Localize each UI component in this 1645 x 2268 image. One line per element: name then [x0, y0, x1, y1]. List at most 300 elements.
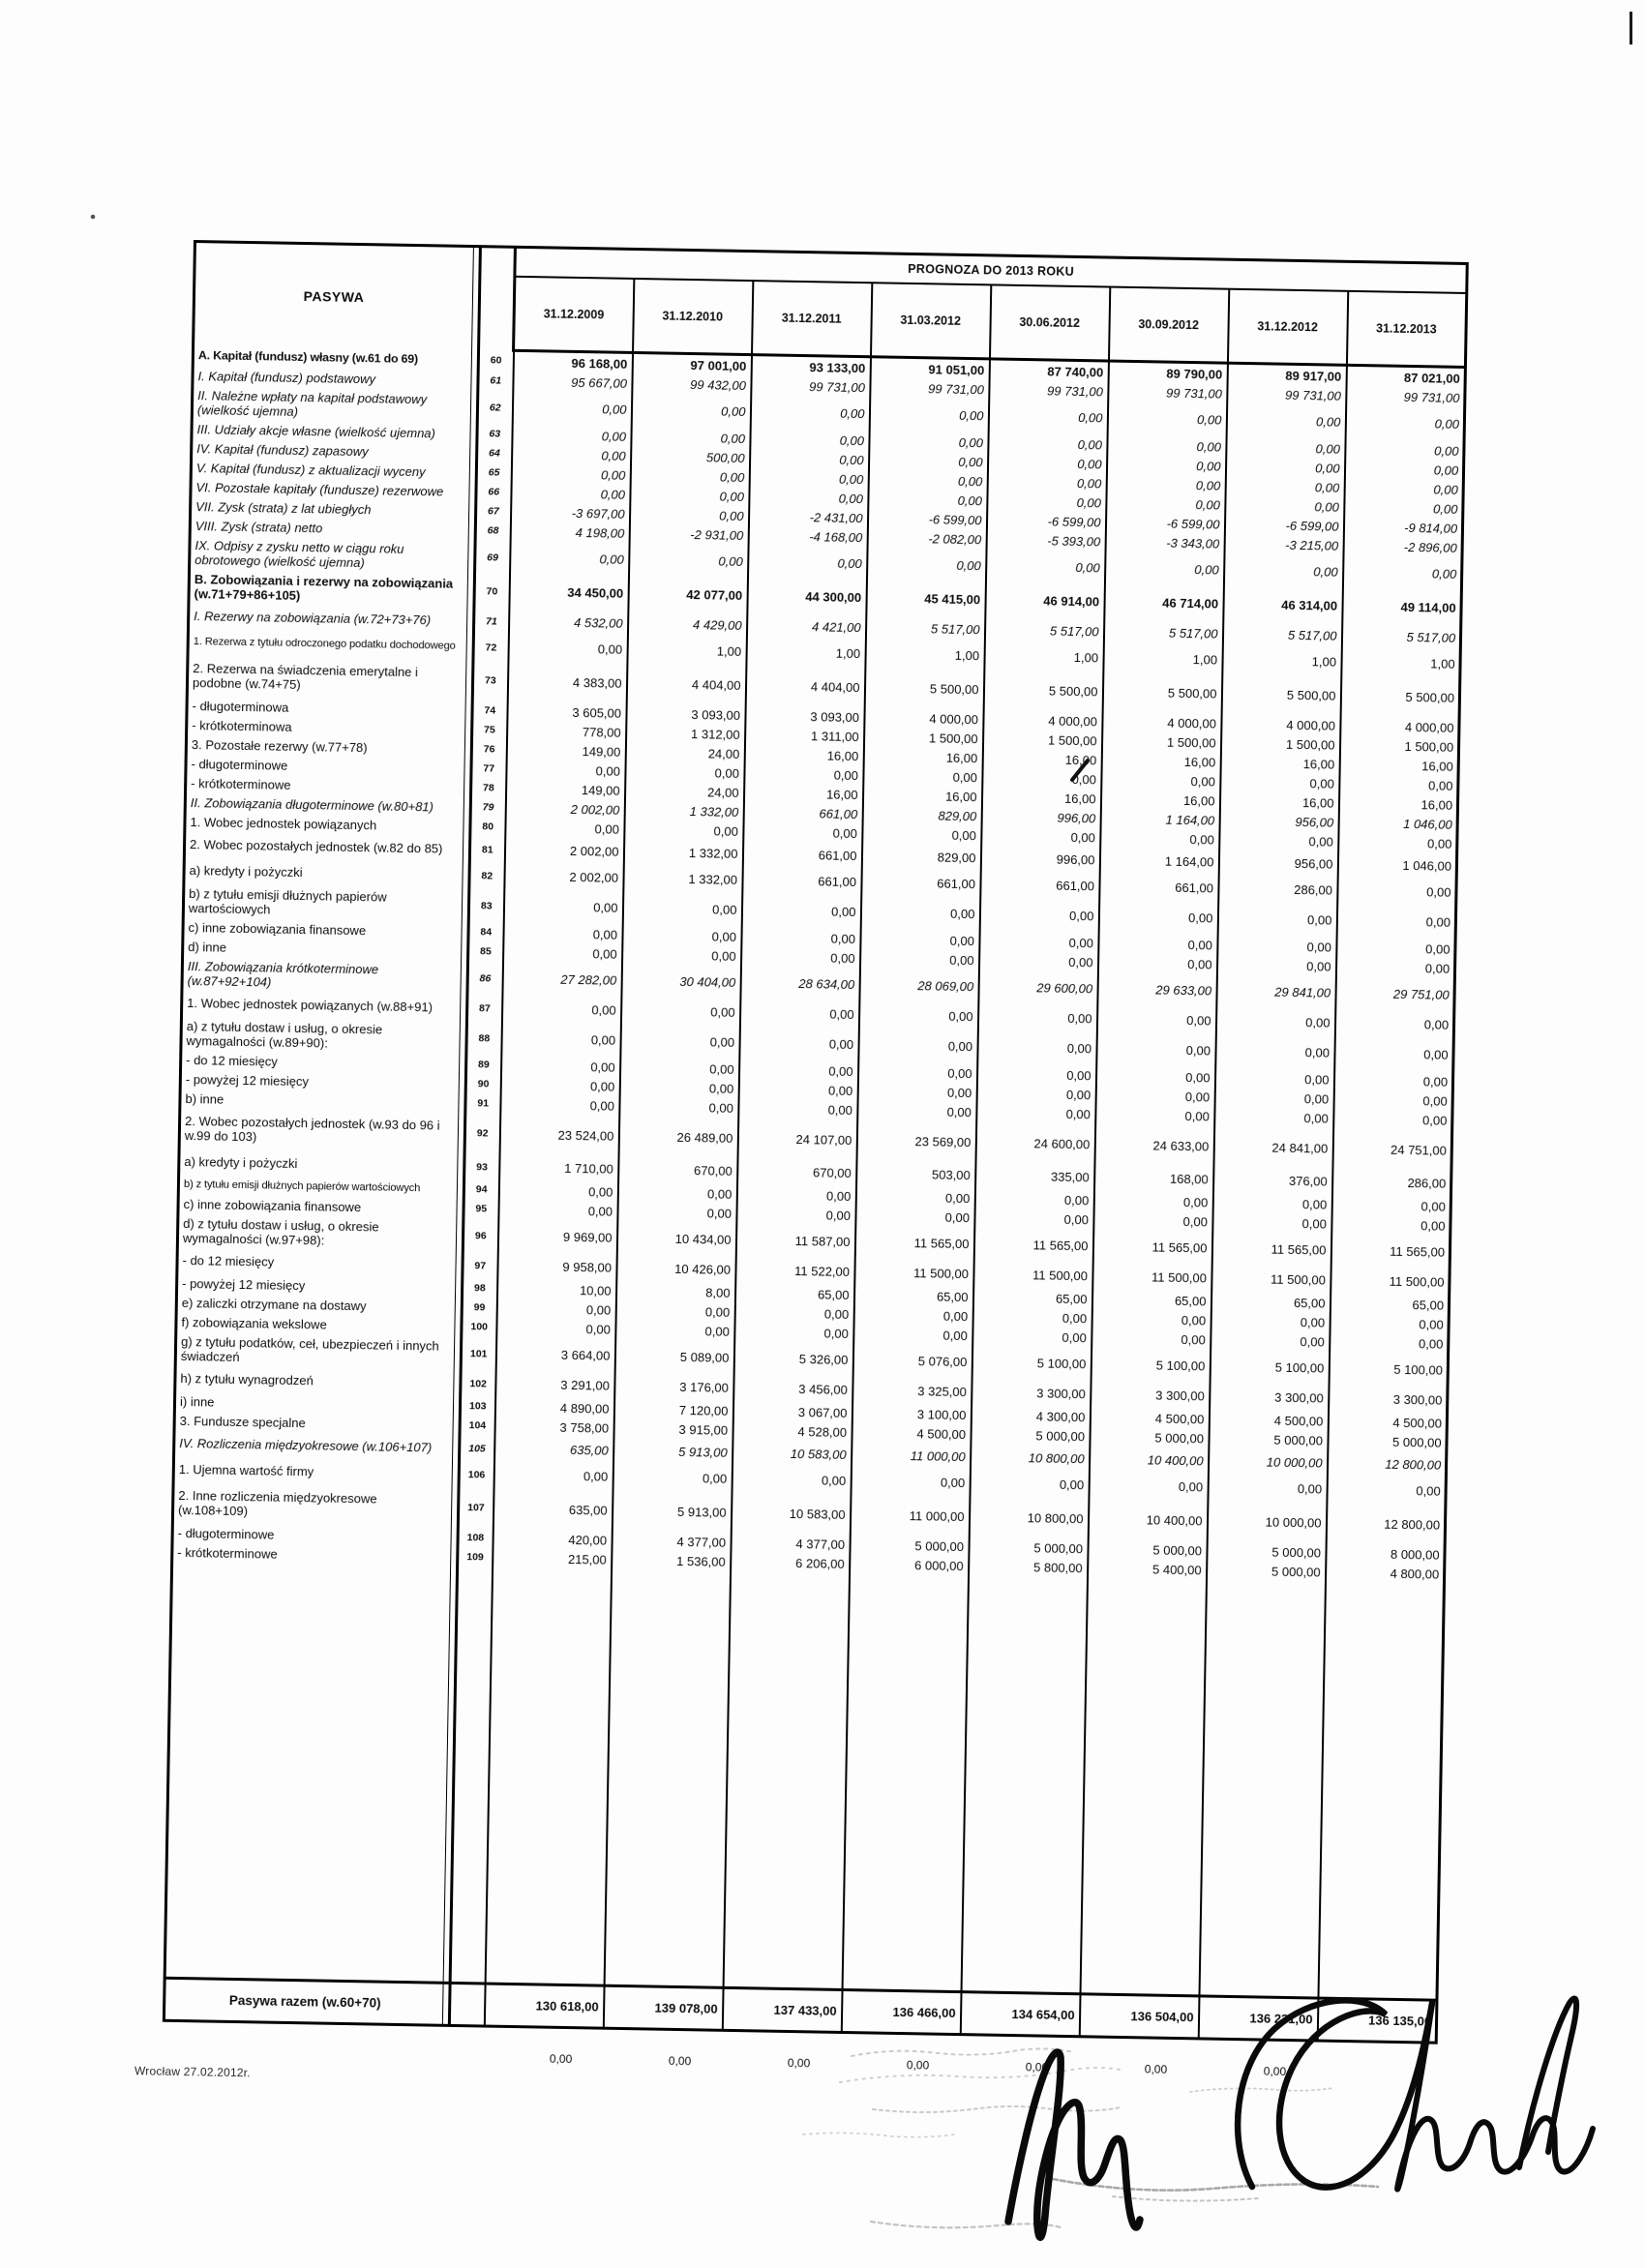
- pasywa-header: PASYWA: [194, 242, 474, 350]
- value-cell: 0,00: [625, 761, 744, 783]
- value-cell: 5 517,00: [984, 616, 1103, 644]
- row-number: 68: [475, 521, 510, 541]
- value-cell: 0,00: [511, 483, 630, 504]
- row-label: 3. Pozostałe rezerwy (w.77+78): [186, 734, 464, 759]
- value-cell: 16,00: [981, 787, 1100, 808]
- row-label: b) z tytułu emisji dłużnych papierów wartościowych: [178, 1175, 457, 1199]
- value-cell: 26 489,00: [618, 1116, 738, 1158]
- value-cell: 0,00: [976, 1102, 1095, 1123]
- value-cell: 0,00: [1089, 1472, 1208, 1500]
- value-cell: 635,00: [493, 1488, 613, 1531]
- value-cell: 0,00: [977, 1030, 1097, 1065]
- value-cell: 0,00: [498, 1200, 617, 1221]
- value-cell: 10 400,00: [1088, 1498, 1208, 1540]
- value-cell: 0,00: [987, 471, 1106, 492]
- row-number: 75: [472, 720, 507, 740]
- row-number: 78: [470, 778, 505, 798]
- value-cell: 10 426,00: [616, 1255, 735, 1283]
- value-cell: 29 600,00: [978, 970, 1098, 1005]
- value-cell: 0,00: [1096, 1005, 1215, 1033]
- value-cell: 11 565,00: [973, 1227, 1093, 1263]
- value-cell: 24 600,00: [975, 1121, 1095, 1164]
- value-cell: 0,00: [853, 1304, 972, 1326]
- value-cell: 0,00: [974, 1188, 1093, 1209]
- value-cell: 0,00: [624, 820, 743, 841]
- value-cell: 0,00: [1335, 957, 1454, 978]
- value-cell: 99 731,00: [751, 375, 870, 397]
- value-cell: 1 500,00: [982, 729, 1101, 750]
- value-cell: 149,00: [505, 779, 624, 800]
- value-cell: 0,00: [510, 541, 630, 577]
- value-cell: 661,00: [861, 869, 980, 897]
- value-cell: 0,00: [1092, 1308, 1211, 1329]
- value-cell: 1 046,00: [1338, 813, 1457, 834]
- value-cell: 0,00: [868, 469, 987, 491]
- value-cell: 0,00: [1106, 474, 1225, 495]
- value-cell: 0,00: [974, 1208, 1093, 1229]
- value-cell: 0,00: [855, 1186, 974, 1208]
- value-cell: 0,00: [617, 1202, 736, 1223]
- value-cell: 0,00: [1345, 405, 1465, 441]
- value-cell: 0,00: [1214, 1068, 1333, 1089]
- value-cell: 3 176,00: [614, 1373, 733, 1401]
- value-cell: 0,00: [508, 635, 627, 663]
- row-label: 2. Inne rozliczenia międzyokresowe (w.108+109): [172, 1482, 452, 1528]
- value-cell: 0,00: [972, 1326, 1092, 1347]
- row-label: 1. Rezerwa z tytułu odroczonego podatku dochodowego: [188, 629, 466, 660]
- value-cell: 3 300,00: [1091, 1381, 1210, 1409]
- value-cell: 0,00: [1344, 478, 1463, 499]
- zero-value: 0,00: [549, 2051, 573, 2067]
- value-cell: -6 599,00: [986, 510, 1105, 531]
- value-cell: 3 067,00: [733, 1401, 852, 1422]
- value-cell: 0,00: [615, 1320, 734, 1341]
- value-cell: 286,00: [1331, 1169, 1451, 1197]
- value-cell: 3 325,00: [852, 1377, 972, 1405]
- value-cell: 0,00: [981, 825, 1100, 847]
- row-number: 90: [465, 1074, 500, 1094]
- value-cell: 0,00: [977, 1003, 1096, 1031]
- value-cell: 0,00: [736, 1204, 855, 1225]
- filler-cell: [485, 1567, 611, 1986]
- value-cell: 0,00: [1219, 830, 1338, 851]
- value-cell: 2 002,00: [505, 798, 624, 820]
- value-cell: 8 000,00: [1326, 1543, 1445, 1565]
- value-cell: 28 634,00: [740, 966, 860, 1001]
- value-cell: 91 051,00: [870, 357, 989, 380]
- value-cell: 956,00: [1219, 811, 1338, 832]
- value-cell: 0,00: [1339, 774, 1458, 795]
- value-cell: 4 383,00: [507, 661, 627, 703]
- row-number: 73: [472, 660, 508, 701]
- value-cell: 5 000,00: [971, 1424, 1090, 1446]
- value-cell: 49 114,00: [1342, 589, 1462, 625]
- row-number: 88: [466, 1021, 502, 1056]
- value-cell: 16,00: [1101, 750, 1220, 771]
- value-cell: 149,00: [506, 740, 625, 761]
- value-cell: -4 168,00: [748, 525, 867, 547]
- value-cell: 2 002,00: [504, 837, 623, 865]
- value-cell: 1 046,00: [1337, 851, 1457, 880]
- value-cell: 99 731,00: [1227, 384, 1346, 405]
- value-cell: 0,00: [868, 450, 987, 471]
- row-label: - do 12 miesięcy: [177, 1247, 456, 1278]
- value-cell: 0,00: [740, 946, 859, 968]
- value-cell: 0,00: [866, 547, 986, 582]
- table-body: [164, 345, 1465, 2001]
- value-cell: 5 400,00: [1088, 1558, 1207, 1579]
- value-cell: 87 740,00: [989, 359, 1108, 382]
- value-cell: 4 890,00: [494, 1397, 613, 1418]
- value-cell: -2 082,00: [867, 527, 986, 549]
- row-number: 104: [460, 1416, 494, 1436]
- row-number: 85: [468, 941, 503, 962]
- value-cell: 0,00: [500, 1056, 619, 1077]
- value-cell: 0,00: [1101, 769, 1220, 791]
- row-label: IV. Rozliczenia międzyokresowe (w.106+107): [174, 1430, 453, 1461]
- value-cell: 0,00: [619, 1096, 738, 1118]
- row-label: B. Zobowiązania i rezerwy na zobowiązania (w.71+79+86+105): [189, 569, 468, 608]
- value-cell: 0,00: [1106, 455, 1225, 476]
- value-cell: 4 528,00: [733, 1420, 852, 1442]
- value-cell: 0,00: [1095, 1065, 1214, 1087]
- pasywa-table: [163, 240, 1469, 2044]
- row-label: VII. Zysk (strata) z lat ubiegłych: [191, 496, 469, 521]
- value-cell: 0,00: [734, 1322, 853, 1343]
- value-cell: 635,00: [494, 1436, 613, 1464]
- balance-sheet-printout: [134, 240, 1471, 2101]
- value-cell: 0,00: [987, 452, 1106, 473]
- value-cell: 4 500,00: [1209, 1410, 1328, 1431]
- value-cell: 10 583,00: [731, 1492, 851, 1535]
- value-cell: 661,00: [743, 802, 862, 823]
- value-cell: 29 633,00: [1097, 971, 1217, 1007]
- row-label: d) z tytułu dostaw i usług, o okresie wymagalności (w.97+98):: [177, 1213, 457, 1252]
- total-value: 136 231,00: [1198, 1996, 1318, 2041]
- zeros-spacer: [162, 2045, 440, 2064]
- row-number: 79: [470, 797, 505, 818]
- value-cell: 3 664,00: [495, 1337, 615, 1373]
- value-cell: 0,00: [1211, 1311, 1330, 1332]
- value-cell: 0,00: [1215, 1034, 1335, 1070]
- value-cell: 5 517,00: [1103, 618, 1222, 646]
- value-cell: 0,00: [1331, 1214, 1451, 1236]
- value-cell: 0,00: [498, 1180, 617, 1202]
- column-header-date: 30.06.2012: [989, 284, 1109, 361]
- value-cell: 5 000,00: [1209, 1428, 1328, 1449]
- value-cell: -2 431,00: [748, 506, 867, 527]
- value-cell: 1 500,00: [1101, 731, 1220, 752]
- value-cell: 0,00: [1226, 403, 1346, 439]
- value-cell: 0,00: [1334, 1010, 1454, 1038]
- filler-cell: [604, 1569, 730, 1988]
- value-cell: 0,00: [1097, 952, 1216, 973]
- value-cell: 1,00: [865, 641, 984, 669]
- row-label: a) kredyty i pożyczki: [184, 857, 463, 888]
- value-cell: 10 434,00: [616, 1221, 736, 1257]
- row-number: 84: [468, 922, 503, 942]
- value-cell: 89 917,00: [1227, 363, 1346, 386]
- row-number: 109: [458, 1547, 493, 1567]
- value-cell: 996,00: [981, 806, 1100, 827]
- value-cell: 4 000,00: [1102, 711, 1221, 732]
- value-cell: 5 326,00: [733, 1341, 853, 1377]
- value-cell: 0,00: [1095, 1104, 1214, 1125]
- value-cell: 11 565,00: [1331, 1234, 1451, 1269]
- zeros-spacer: [447, 2050, 482, 2065]
- value-cell: 0,00: [620, 1024, 740, 1059]
- value-cell: 8,00: [615, 1281, 734, 1302]
- row-label: a) z tytułu dostaw i usług, o okresie wymagalności (w.89+90):: [181, 1016, 461, 1055]
- value-cell: 0,00: [860, 895, 980, 931]
- value-cell: 5 517,00: [1341, 623, 1461, 651]
- value-cell: 5 000,00: [969, 1537, 1088, 1558]
- row-label: b) inne: [180, 1089, 459, 1113]
- forecast-band-title: PROGNOZA DO 2013 ROKU: [515, 247, 1467, 293]
- value-cell: -2 896,00: [1343, 536, 1462, 557]
- value-cell: 1,00: [746, 639, 865, 667]
- value-cell: 996,00: [980, 845, 1099, 873]
- row-number: 80: [470, 817, 505, 837]
- row-label: 2. Wobec pozostałych jednostek (w.82 do 85): [184, 831, 463, 862]
- row-number: 102: [461, 1370, 495, 1397]
- value-cell: 42 077,00: [628, 577, 748, 612]
- value-cell: 0,00: [501, 996, 620, 1024]
- row-label: - długoterminowe: [172, 1523, 451, 1547]
- value-cell: 16,00: [1220, 753, 1339, 774]
- value-cell: 0,00: [1212, 1212, 1331, 1234]
- value-cell: 1,00: [1341, 649, 1461, 677]
- row-label: A. Kapitał (fundusz) własny (w.61 do 69): [193, 345, 471, 372]
- value-cell: 0,00: [1217, 902, 1337, 938]
- row-label: f) zobowiązania wekslowe: [176, 1312, 455, 1336]
- value-cell: 286,00: [1218, 876, 1337, 904]
- value-cell: 1,00: [984, 642, 1103, 671]
- value-cell: 0,00: [976, 1063, 1095, 1085]
- row-number: 89: [465, 1055, 500, 1075]
- value-cell: 0,00: [739, 1026, 859, 1061]
- value-cell: 0,00: [613, 1464, 732, 1492]
- value-cell: 16,00: [1339, 755, 1458, 776]
- value-cell: 3 758,00: [494, 1417, 613, 1438]
- value-cell: 11 500,00: [1331, 1268, 1451, 1296]
- value-cell: 956,00: [1218, 850, 1337, 878]
- row-number: 87: [466, 995, 501, 1022]
- value-cell: 10 000,00: [1208, 1447, 1327, 1476]
- value-cell: 16,00: [743, 783, 862, 804]
- row-label: c) inne zobowiązania finansowe: [183, 917, 462, 941]
- value-cell: 0,00: [741, 927, 860, 948]
- value-cell: 11 565,00: [854, 1225, 974, 1261]
- value-cell: 0,00: [1215, 1008, 1334, 1036]
- row-label: - powyżej 12 miesięcy: [180, 1069, 459, 1093]
- value-cell: 5 517,00: [1222, 621, 1341, 649]
- value-cell: 3 300,00: [1329, 1386, 1449, 1414]
- value-cell: 4 421,00: [746, 612, 865, 641]
- value-cell: 0,00: [1338, 832, 1457, 853]
- row-number: 60: [478, 350, 513, 372]
- value-cell: 65,00: [1330, 1294, 1449, 1315]
- value-cell: 4 300,00: [971, 1405, 1090, 1426]
- value-cell: 0,00: [506, 760, 625, 781]
- value-cell: 0,00: [500, 1094, 619, 1116]
- value-cell: 89 790,00: [1108, 361, 1227, 384]
- row-label: VIII. Zysk (strata) netto: [190, 516, 468, 540]
- value-cell: 0,00: [738, 1098, 857, 1119]
- value-cell: 5 500,00: [864, 667, 984, 709]
- value-cell: 27 282,00: [502, 962, 622, 998]
- row-number: 86: [467, 961, 503, 996]
- row-number: 72: [473, 634, 508, 661]
- row-number: 64: [477, 443, 512, 463]
- value-cell: 0,00: [978, 950, 1097, 971]
- value-cell: 0,00: [1330, 1332, 1449, 1354]
- row-label: II. Należne wpłaty na kapitał podstawowy (wielkość ujemna): [192, 385, 471, 424]
- column-header-date: 31.12.2011: [752, 281, 872, 357]
- value-cell: 661,00: [742, 867, 861, 895]
- filler-cell: [1199, 1579, 1325, 1998]
- value-cell: 96 168,00: [513, 350, 632, 373]
- zero-value: [1315, 2066, 1434, 2081]
- value-cell: 11 500,00: [973, 1261, 1092, 1289]
- row-label: 2. Rezerwa na świadczenia emerytalne i podobne (w.74+75): [187, 655, 466, 701]
- value-cell: 5 000,00: [1206, 1560, 1325, 1581]
- row-number: 103: [460, 1396, 494, 1417]
- value-cell: 97 001,00: [632, 352, 751, 375]
- value-cell: 0,00: [511, 463, 630, 485]
- value-cell: 0,00: [868, 489, 987, 510]
- value-cell: -5 393,00: [986, 529, 1105, 551]
- value-cell: 3 915,00: [613, 1418, 733, 1440]
- value-cell: 99 731,00: [989, 379, 1108, 401]
- value-cell: 0,00: [1220, 772, 1339, 793]
- scan-speck: [91, 215, 96, 220]
- value-cell: -6 599,00: [867, 508, 986, 529]
- value-cell: 0,00: [1104, 551, 1224, 586]
- column-header-date: 31.12.2009: [514, 277, 634, 353]
- row-number: 83: [468, 888, 504, 923]
- row-label: i) inne: [174, 1391, 453, 1416]
- value-cell: 11 000,00: [850, 1494, 970, 1537]
- filler-cell: [842, 1573, 968, 1992]
- filler-cell: [961, 1575, 1087, 1994]
- value-cell: 0,00: [750, 395, 870, 431]
- value-cell: 4 800,00: [1325, 1563, 1444, 1584]
- value-cell: 16,00: [982, 748, 1101, 769]
- filler-cell: [164, 1562, 450, 1983]
- value-cell: 5 800,00: [969, 1556, 1088, 1577]
- value-cell: 1 710,00: [499, 1154, 618, 1182]
- value-cell: 0,00: [976, 1083, 1095, 1104]
- column-header-date: 30.09.2012: [1108, 287, 1228, 364]
- zero-value: 0,00: [906, 2058, 930, 2073]
- value-cell: 3 100,00: [852, 1403, 971, 1424]
- row-number: 97: [463, 1252, 497, 1279]
- value-cell: 0,00: [1096, 1031, 1216, 1067]
- row-number: 108: [458, 1528, 493, 1548]
- value-cell: 0,00: [853, 1324, 972, 1345]
- value-cell: 29 841,00: [1216, 974, 1336, 1010]
- value-cell: 16,00: [863, 746, 982, 767]
- value-cell: 1 332,00: [623, 865, 742, 893]
- value-cell: 0,00: [988, 399, 1108, 434]
- value-cell: 670,00: [618, 1156, 737, 1184]
- value-cell: 10 800,00: [969, 1496, 1089, 1538]
- row-label: g) z tytułu podatków, ceł, ubezpieczeń i innych świadczeń: [175, 1331, 455, 1370]
- total-label: Pasywa razem (w.60+70): [164, 1978, 443, 2025]
- value-cell: 0,00: [1333, 1070, 1452, 1091]
- value-cell: 4 377,00: [731, 1533, 850, 1554]
- value-cell: 30 404,00: [621, 964, 741, 1000]
- value-cell: -6 599,00: [1224, 515, 1343, 536]
- row-number: 95: [464, 1199, 498, 1219]
- value-cell: 0,00: [749, 467, 868, 489]
- value-cell: 5 000,00: [850, 1535, 969, 1556]
- value-cell: 0,00: [734, 1302, 853, 1324]
- value-cell: 11 587,00: [735, 1223, 855, 1259]
- value-cell: 3 456,00: [733, 1375, 852, 1403]
- value-cell: 1 332,00: [623, 839, 742, 867]
- row-number: 92: [464, 1113, 500, 1154]
- zero-value: 0,00: [787, 2056, 811, 2071]
- value-cell: -9 814,00: [1343, 517, 1462, 538]
- value-cell: 0,00: [1100, 827, 1219, 849]
- value-cell: 1 332,00: [624, 800, 743, 821]
- value-cell: 0,00: [1208, 1474, 1327, 1502]
- value-cell: 46 914,00: [985, 582, 1105, 618]
- value-cell: 23 569,00: [856, 1119, 976, 1162]
- value-cell: 670,00: [737, 1158, 856, 1186]
- value-cell: 0,00: [1344, 459, 1463, 480]
- value-cell: 0,00: [630, 465, 749, 487]
- value-cell: 12 800,00: [1326, 1503, 1446, 1545]
- value-cell: 7 120,00: [613, 1399, 733, 1420]
- value-cell: 0,00: [505, 818, 624, 839]
- column-header-date: 31.12.2010: [633, 279, 753, 355]
- value-cell: 0,00: [620, 998, 739, 1026]
- total-value: 137 433,00: [722, 1987, 842, 2032]
- row-number: 94: [464, 1179, 498, 1200]
- value-cell: 0,00: [631, 393, 751, 429]
- value-cell: 0,00: [630, 485, 749, 506]
- value-cell: 0,00: [979, 897, 1099, 933]
- value-cell: 5 500,00: [1221, 673, 1341, 716]
- row-number: 107: [458, 1487, 494, 1529]
- value-cell: 9 958,00: [497, 1253, 616, 1281]
- row-label: - powyżej 12 miesięcy: [177, 1273, 456, 1298]
- value-cell: 10 800,00: [970, 1444, 1089, 1472]
- value-cell: 5 500,00: [1102, 671, 1222, 713]
- value-cell: 65,00: [972, 1287, 1092, 1308]
- value-cell: 65,00: [853, 1285, 972, 1306]
- row-number: 93: [464, 1153, 499, 1180]
- value-cell: 0,00: [862, 823, 981, 845]
- value-cell: 0,00: [743, 821, 862, 843]
- value-cell: 0,00: [863, 765, 982, 787]
- value-cell: 0,00: [617, 1182, 736, 1204]
- value-cell: 1,00: [1222, 647, 1341, 675]
- value-cell: 0,00: [1336, 904, 1456, 940]
- value-cell: 9 969,00: [497, 1219, 617, 1255]
- value-cell: 0,00: [1098, 899, 1218, 935]
- value-cell: 1 312,00: [626, 723, 745, 744]
- value-cell: 10 400,00: [1089, 1446, 1208, 1474]
- row-label: - długoterminowa: [187, 696, 465, 720]
- row-label: - długoterminowe: [186, 754, 464, 778]
- value-cell: 5 100,00: [1210, 1350, 1330, 1386]
- row-number: 82: [469, 862, 504, 889]
- value-cell: 5 100,00: [972, 1345, 1092, 1381]
